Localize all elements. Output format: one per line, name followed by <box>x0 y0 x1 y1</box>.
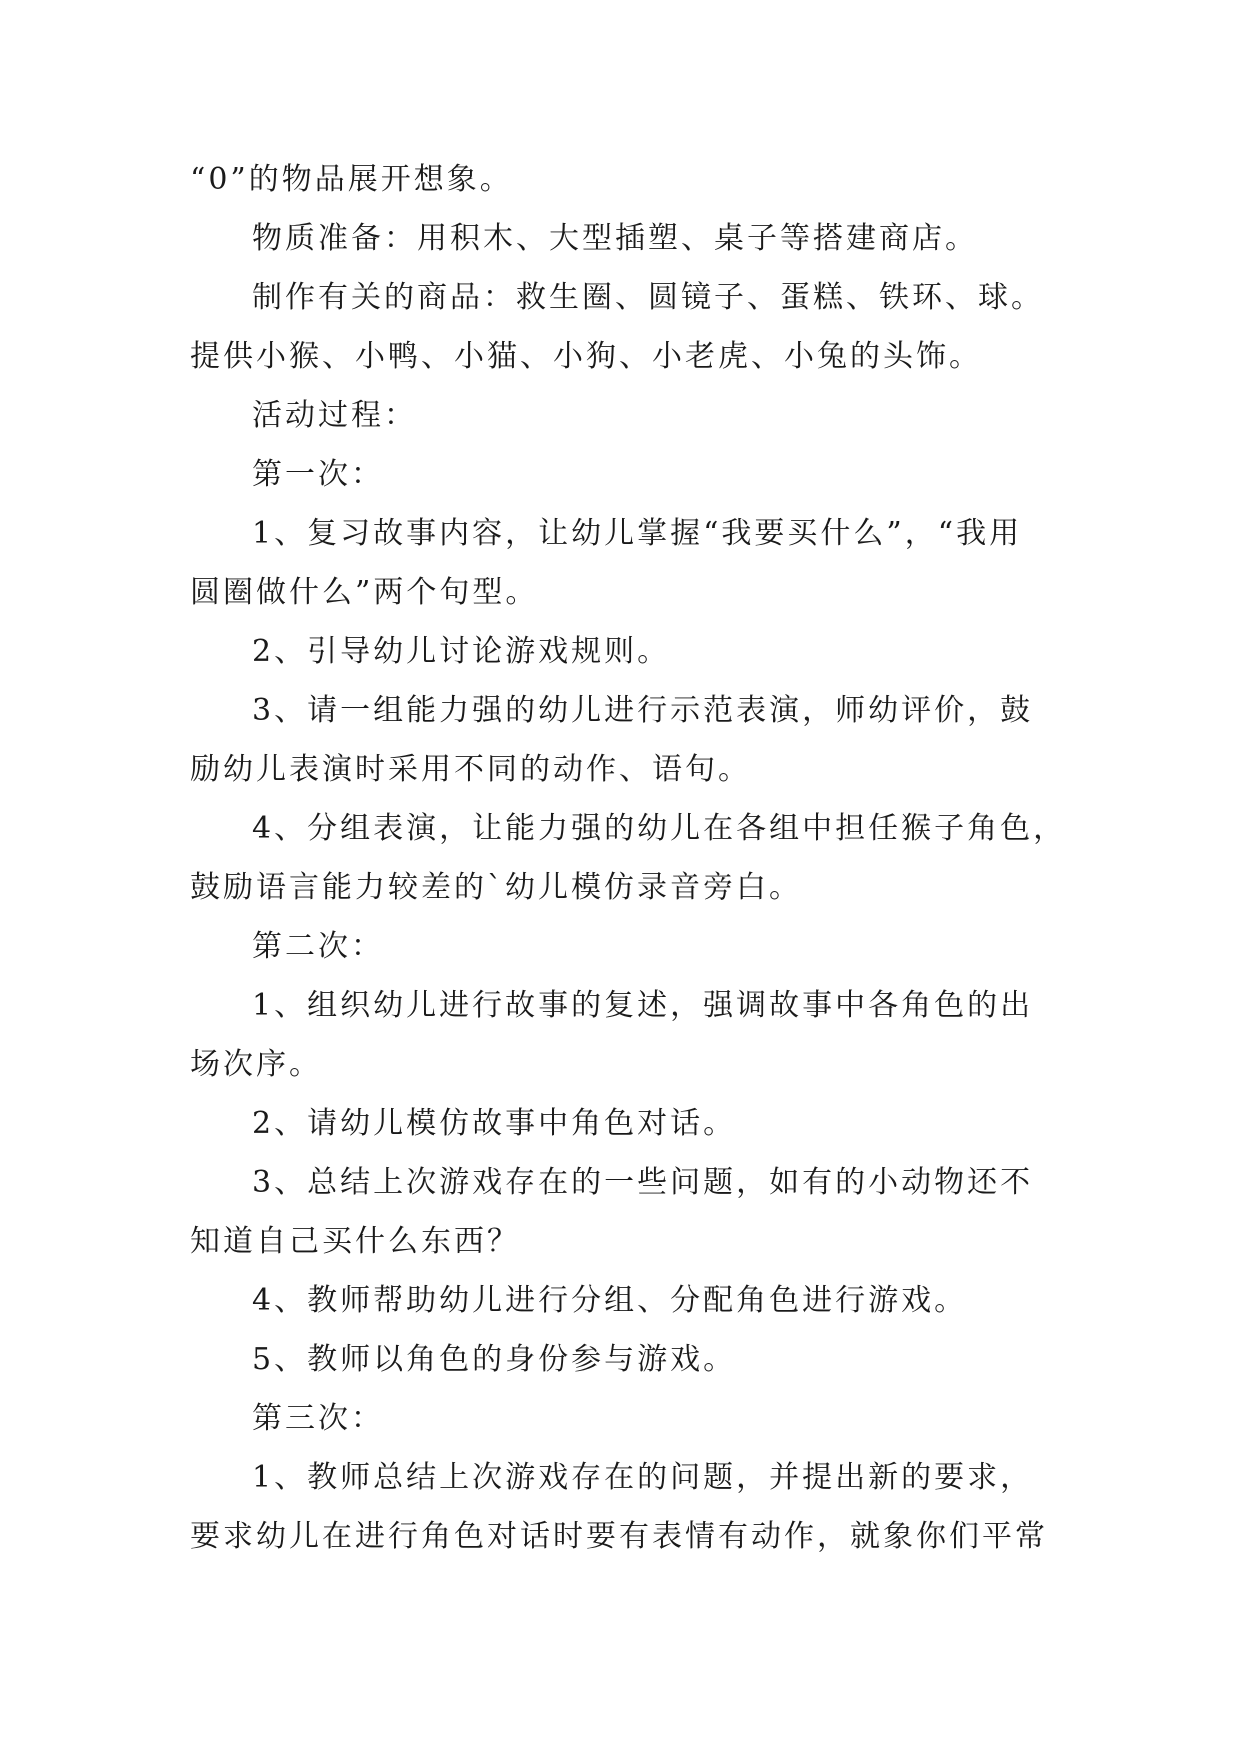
text-line: 3、请一组能力强的幼儿进行示范表演，师幼评价，鼓 <box>252 693 1034 728</box>
text-line: 1、教师总结上次游戏存在的问题，并提出新的要求， <box>252 1460 1034 1495</box>
text-line: 3、总结上次游戏存在的一些问题，如有的小动物还不 <box>252 1165 1034 1200</box>
text-line: 第一次： <box>252 457 384 492</box>
text-line: 提供小猴、小鸭、小猫、小狗、小老虎、小兔的头饰。 <box>190 339 982 374</box>
text-line: 鼓励语言能力较差的`幼儿模仿录音旁白。 <box>190 870 802 905</box>
text-line: 4、分组表演，让能力强的幼儿在各组中担任猴子角色， <box>252 811 1067 846</box>
text-line: 1、复习故事内容，让幼儿掌握“我要买什么”，“我用 <box>252 516 1023 551</box>
text-line: 4、教师帮助幼儿进行分组、分配角色进行游戏。 <box>252 1283 968 1318</box>
text-line: 活动过程： <box>252 398 417 433</box>
text-line: 2、请幼儿模仿故事中角色对话。 <box>252 1106 737 1141</box>
text-line: “0”的物品展开想象。 <box>190 162 513 197</box>
text-line: 圆圈做什么”两个句型。 <box>190 575 539 610</box>
text-line: 5、教师以角色的身份参与游戏。 <box>252 1342 737 1377</box>
text-line: 第二次： <box>252 929 384 964</box>
text-line: 要求幼儿在进行角色对话时要有表情有动作，就象你们平常 <box>190 1519 1048 1554</box>
text-line: 知道自己买什么东西？ <box>190 1224 520 1259</box>
text-line: 1、组织幼儿进行故事的复述，强调故事中各角色的出 <box>252 988 1034 1023</box>
text-line: 物质准备：用积木、大型插塑、桌子等搭建商店。 <box>252 221 978 256</box>
text-line: 制作有关的商品：救生圈、圆镜子、蛋糕、铁环、球。 <box>252 280 1044 315</box>
text-line: 励幼儿表演时采用不同的动作、语句。 <box>190 752 751 787</box>
text-line: 第三次： <box>252 1401 384 1436</box>
text-line: 2、引导幼儿讨论游戏规则。 <box>252 634 671 669</box>
text-line: 场次序。 <box>190 1047 322 1082</box>
